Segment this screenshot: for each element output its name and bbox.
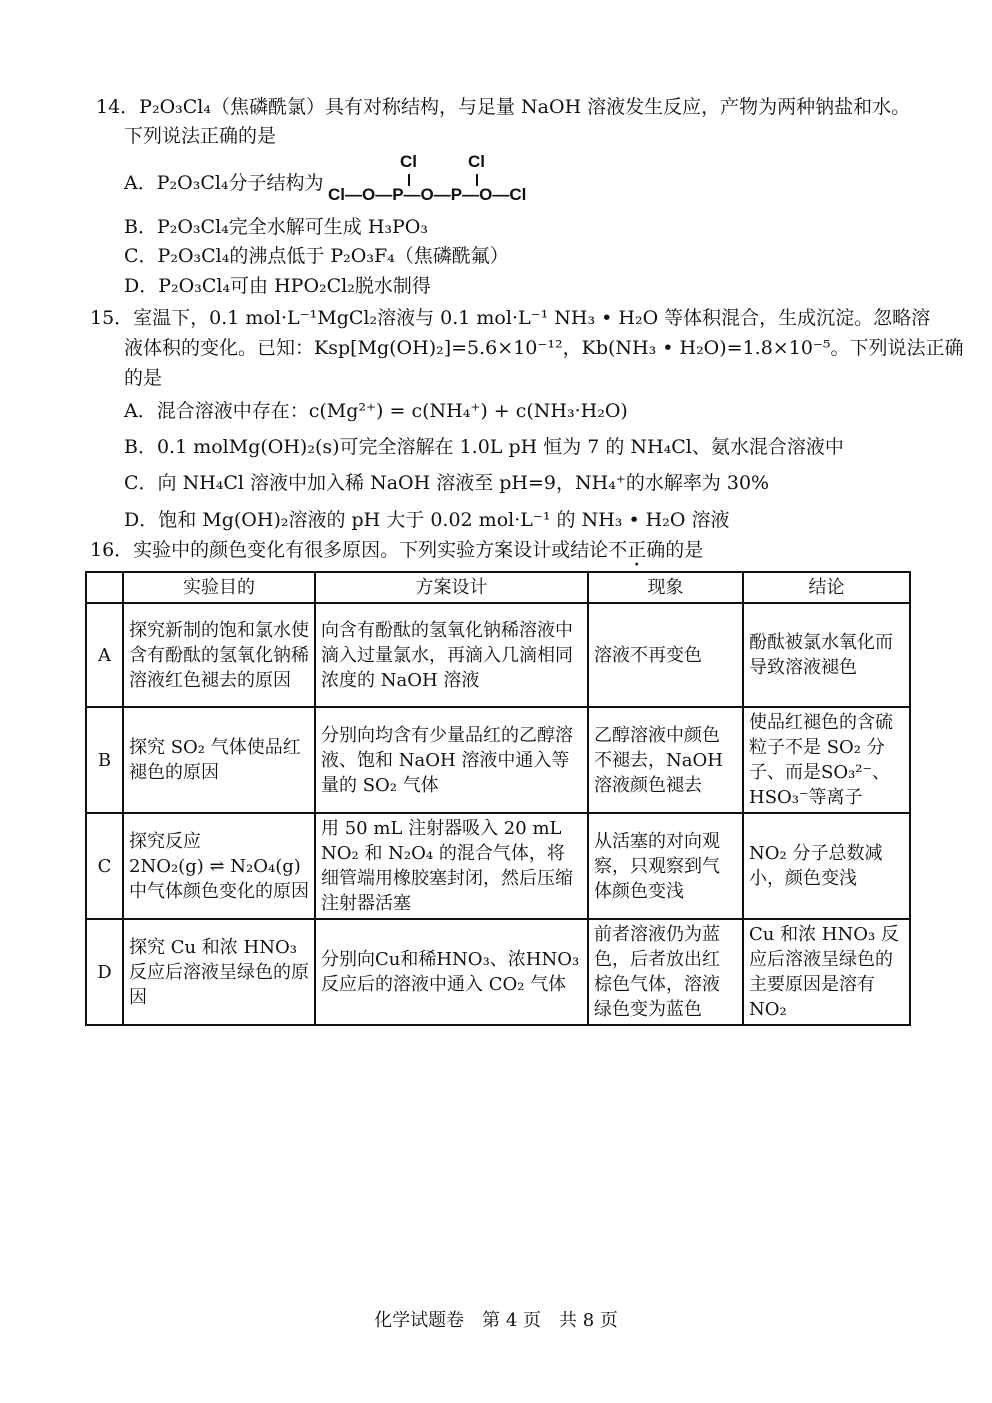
q15-stem-2: 液体积的变化。已知：Ksp[Mg(OH)₂]=5.6×10⁻¹²，Kb(NH₃ • H₂O)=1.8×10⁻⁵。下列说法正确 — [124, 337, 964, 359]
q14-option-b: B．P₂O₃Cl₄完全水解可生成 H₃PO₃ — [124, 216, 428, 238]
table-row — [86, 919, 910, 1025]
cell-conclusion: 使品红褪色的含硫粒子不是 SO₂ 分子、而是SO₃²⁻、HSO₃⁻等离子 — [743, 707, 910, 813]
cell-design: 分别向均含有少量品红的乙醇溶液、饱和 NaOH 溶液中通入等量的 SO₂ 气体 — [315, 707, 588, 813]
cell-design: 分别向Cu和稀HNO₃、浓HNO₃反应后的溶液中通入 CO₂ 气体 — [315, 919, 588, 1025]
header-design: 方案设计 — [315, 572, 588, 603]
structure-chain: Cl—O—P—O—P—O—Cl — [328, 185, 527, 204]
structure-cl-top-2: Cl — [468, 152, 485, 171]
cell-design: 用 50 mL 注射器吸入 20 mL NO₂ 和 N₂O₄ 的混合气体，将细管端用橡胶塞封闭，然后压缩注射器活塞 — [315, 813, 588, 919]
header-conclusion: 结论 — [743, 572, 910, 603]
cell-design: 向含有酚酞的氢氧化钠稀溶液中滴入过量氯水，再滴入几滴相同浓度的 NaOH 溶液 — [315, 603, 588, 707]
header-blank — [86, 572, 123, 603]
table-row — [86, 707, 910, 813]
structure-cl-top-1: Cl — [400, 152, 417, 171]
row-label: D — [86, 919, 123, 1025]
q16-stem-emphasis: 不正确 — [608, 539, 666, 561]
q14-stem-2: 下列说法正确的是 — [124, 125, 277, 147]
q14-option-d: D．P₂O₃Cl₄可由 HPO₂Cl₂脱水制得 — [124, 275, 431, 297]
cell-purpose: 探究新制的饱和氯水使含有酚酞的氢氧化钠稀溶液红色褪去的原因 — [123, 603, 315, 707]
header-purpose: 实验目的 — [123, 572, 315, 603]
q14-option-a: A．P₂O₃Cl₄分子结构为 — [124, 172, 324, 194]
q15-stem-3: 的是 — [124, 367, 163, 389]
cell-phenomenon: 从活塞的对向观察，只观察到气体颜色变浅 — [588, 813, 743, 919]
table-row — [86, 813, 910, 919]
q16-stem-prefix: 16．实验中的颜色变化有很多原因。下列实验方案设计或结论 — [90, 539, 609, 561]
header-phenomenon: 现象 — [588, 572, 743, 603]
q15-option-d: D．饱和 Mg(OH)₂溶液的 pH 大于 0.02 mol·L⁻¹ 的 NH₃ • H₂O 溶液 — [124, 509, 730, 531]
experiment-table — [85, 571, 911, 1026]
q15-option-c: C．向 NH₄Cl 溶液中加入稀 NaOH 溶液至 pH=9，NH₄⁺的水解率为 30% — [124, 472, 770, 494]
cell-purpose: 探究 Cu 和浓 HNO₃ 反应后溶液呈绿色的原因 — [123, 919, 315, 1025]
q15-option-b: B．0.1 molMg(OH)₂(s)可完全溶解在 1.0L pH 恒为 7 的 NH₄Cl、氨水混合溶液中 — [124, 436, 844, 458]
cell-conclusion: 酚酞被氯水氧化而导致溶液褪色 — [743, 603, 910, 707]
cell-phenomenon: 溶液不再变色 — [588, 603, 743, 707]
table-row — [86, 603, 910, 707]
row-label: C — [86, 813, 123, 919]
row-label: B — [86, 707, 123, 813]
page-footer: 化学试题卷 第 4 页 共 8 页 — [374, 1310, 618, 1331]
cell-conclusion: NO₂ 分子总数减小，颜色变浅 — [743, 813, 910, 919]
q15-stem-1: 15．室温下，0.1 mol·L⁻¹MgCl₂溶液与 0.1 mol·L⁻¹ NH₃ • H₂O 等体积混合，生成沉淀。忽略溶 — [90, 307, 931, 329]
structural-formula — [328, 152, 572, 208]
cell-purpose: 探究 SO₂ 气体使品红褪色的原因 — [123, 707, 315, 813]
cell-phenomenon: 乙醇溶液中颜色不褪去，NaOH 溶液颜色褪去 — [588, 707, 743, 813]
q16-stem — [90, 537, 703, 563]
q14-stem: 14．P₂O₃Cl₄（焦磷酰氯）具有对称结构，与足量 NaOH 溶液发生反应，产物为两种钠盐和水。 — [96, 96, 911, 118]
row-label: A — [86, 603, 123, 707]
table-header-row — [86, 572, 910, 603]
q14-option-c: C．P₂O₃Cl₄的沸点低于 P₂O₃F₄（焦磷酰氟） — [124, 245, 509, 267]
cell-phenomenon: 前者溶液仍为蓝色，后者放出红棕色气体，溶液绿色变为蓝色 — [588, 919, 743, 1025]
cell-purpose: 探究反应 2NO₂(g) ⇌ N₂O₄(g) 中气体颜色变化的原因 — [123, 813, 315, 919]
q15-option-a: A．混合溶液中存在：c(Mg²⁺) = c(NH₄⁺) + c(NH₃·H₂O) — [124, 400, 628, 422]
cell-conclusion: Cu 和浓 HNO₃ 反应后溶液呈绿色的主要原因是溶有 NO₂ — [743, 919, 910, 1025]
q16-stem-suffix: 的是 — [665, 539, 704, 561]
